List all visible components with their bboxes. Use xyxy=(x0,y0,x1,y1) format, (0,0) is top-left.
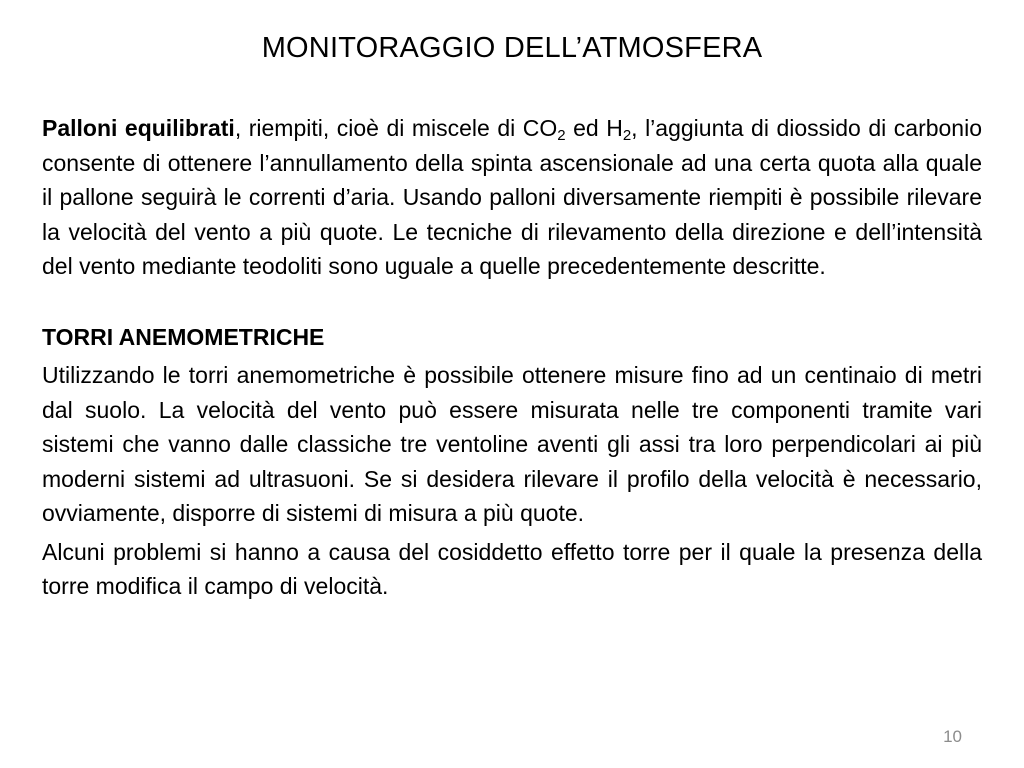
paragraph-palloni xyxy=(42,111,982,284)
bold-lead: Palloni equilibrati xyxy=(42,115,235,141)
paragraph-torri: Utilizzando le torri anemometriche è possibile ottenere misure fino ad un centinaio di metri dal suolo. La velocità del vento può essere misurata nelle tre componenti tramite vari sistemi che vanno dalle classiche tre ventoline aventi gli assi tra loro perpendicolari ai più moderni sistemi ad ultrasuoni. Se si desidera rilevare il profilo della velocità è necessario, ovviamente, disporre di sistemi di misura a più quote. xyxy=(42,362,982,526)
subscript: 2 xyxy=(557,127,566,144)
section-heading: TORRI ANEMOMETRICHE xyxy=(42,323,325,350)
paragraph-text: , l’aggiunta di diossido di carbonio consente di ottenere l’annullamento della spinta ascensionale ad una certa quota alla quale il pallone seguirà le correnti d’aria. Usando palloni diversamente riempiti è possibile rilevare la velocità del vento a più quote. Le tecniche di rilevamento della direzione e dell’intensità del vento mediante teodoliti sono uguale a quelle precedentemente descritte. xyxy=(42,115,982,279)
paragraph-effetto-torre: Alcuni problemi si hanno a causa del cosiddetto effetto torre per il quale la presenza della torre modifica il campo di velocità. xyxy=(42,538,982,599)
paragraph-text: ed H xyxy=(565,115,623,141)
slide-body xyxy=(42,111,982,604)
paragraph-text: , riempiti, cioè di miscele di CO xyxy=(234,115,558,141)
slide-title: MONITORAGGIO DELL’ATMOSFERA xyxy=(261,32,763,64)
subscript: 2 xyxy=(622,127,632,144)
page-number: 10 xyxy=(943,727,962,746)
